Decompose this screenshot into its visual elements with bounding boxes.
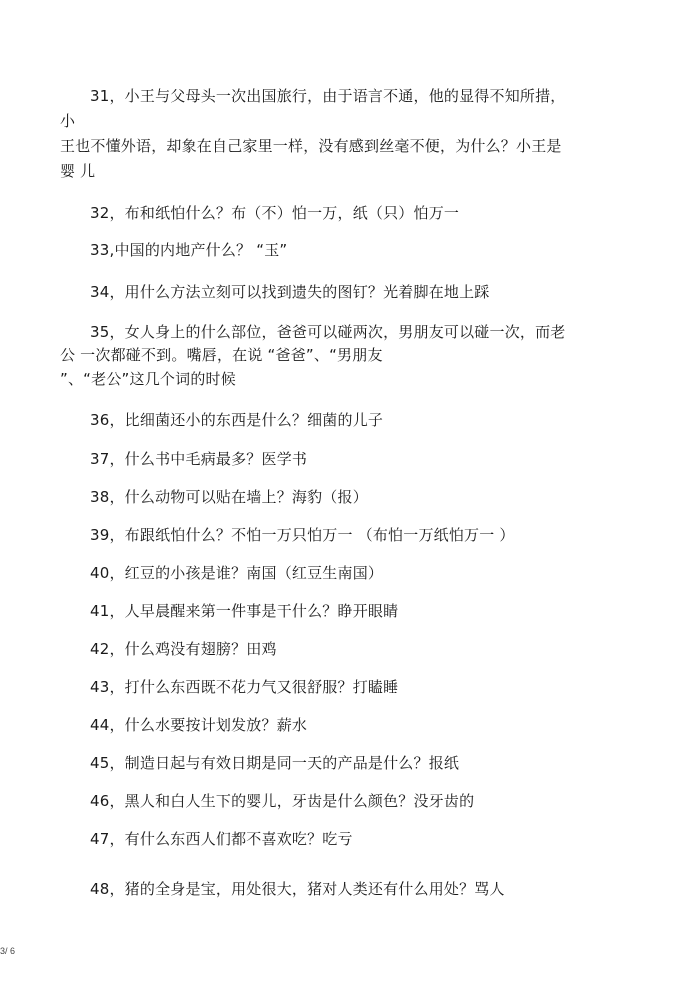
item-31-line-3: 王也不懂外语，却象在自己家里一样，没有感到丝毫不便，为什么？小王是 — [60, 137, 562, 155]
item-41: 41，人早晨醒来第一件事是干什么？睁开眼睛 — [90, 602, 399, 620]
item-38: 38，什么动物可以贴在墙上？海豹（报） — [90, 488, 368, 506]
item-35-line-2: 公 一次都碰不到。嘴唇，在说 “爸爸”、“男朋友 — [60, 346, 383, 364]
item-43: 43，打什么东西既不花力气又很舒服？打瞌睡 — [90, 678, 399, 696]
item-40: 40，红豆的小孩是谁？南国（红豆生南国） — [90, 564, 384, 582]
item-36: 36，比细菌还小的东西是什么？细菌的儿子 — [90, 411, 384, 429]
item-46: 46，黑人和白人生下的婴儿，牙齿是什么颜色？没牙齿的 — [90, 792, 475, 810]
item-44: 44，什么水要按计划发放？薪水 — [90, 716, 308, 734]
item-39: 39，布跟纸怕什么？不怕一万只怕万一 （布怕一万纸怕万一 ） — [90, 526, 515, 544]
item-37: 37，什么书中毛病最多？医学书 — [90, 450, 308, 468]
item-31-line-1: 31，小王与父母头一次出国旅行，由于语言不通，他的显得不知所措， — [90, 87, 566, 105]
item-34: 34，用什么方法立刻可以找到遗失的图钉？光着脚在地上踩 — [90, 283, 490, 301]
item-35-line-3: ”、“老公”这几个词的时候 — [60, 370, 236, 388]
item-42: 42，什么鸡没有翅膀？田鸡 — [90, 640, 277, 658]
item-35-line-1: 35，女人身上的什么部位，爸爸可以碰两次，男朋友可以碰一次，而老 — [90, 323, 566, 341]
item-47: 47，有什么东西人们都不喜欢吃？吃亏 — [90, 830, 353, 848]
item-32: 32，布和纸怕什么？布（不）怕一万，纸（只）怕万一 — [90, 204, 460, 222]
page-number: 3/ 6 — [0, 946, 16, 956]
item-45: 45，制造日起与有效日期是同一天的产品是什么？报纸 — [90, 754, 460, 772]
item-31-line-2: 小 — [60, 112, 76, 130]
item-33: 33,中国的内地产什么？ “玉” — [90, 241, 288, 259]
item-48: 48，猪的全身是宝，用处很大，猪对人类还有什么用处？骂人 — [90, 880, 505, 898]
item-31-line-4: 婴 儿 — [60, 162, 96, 180]
